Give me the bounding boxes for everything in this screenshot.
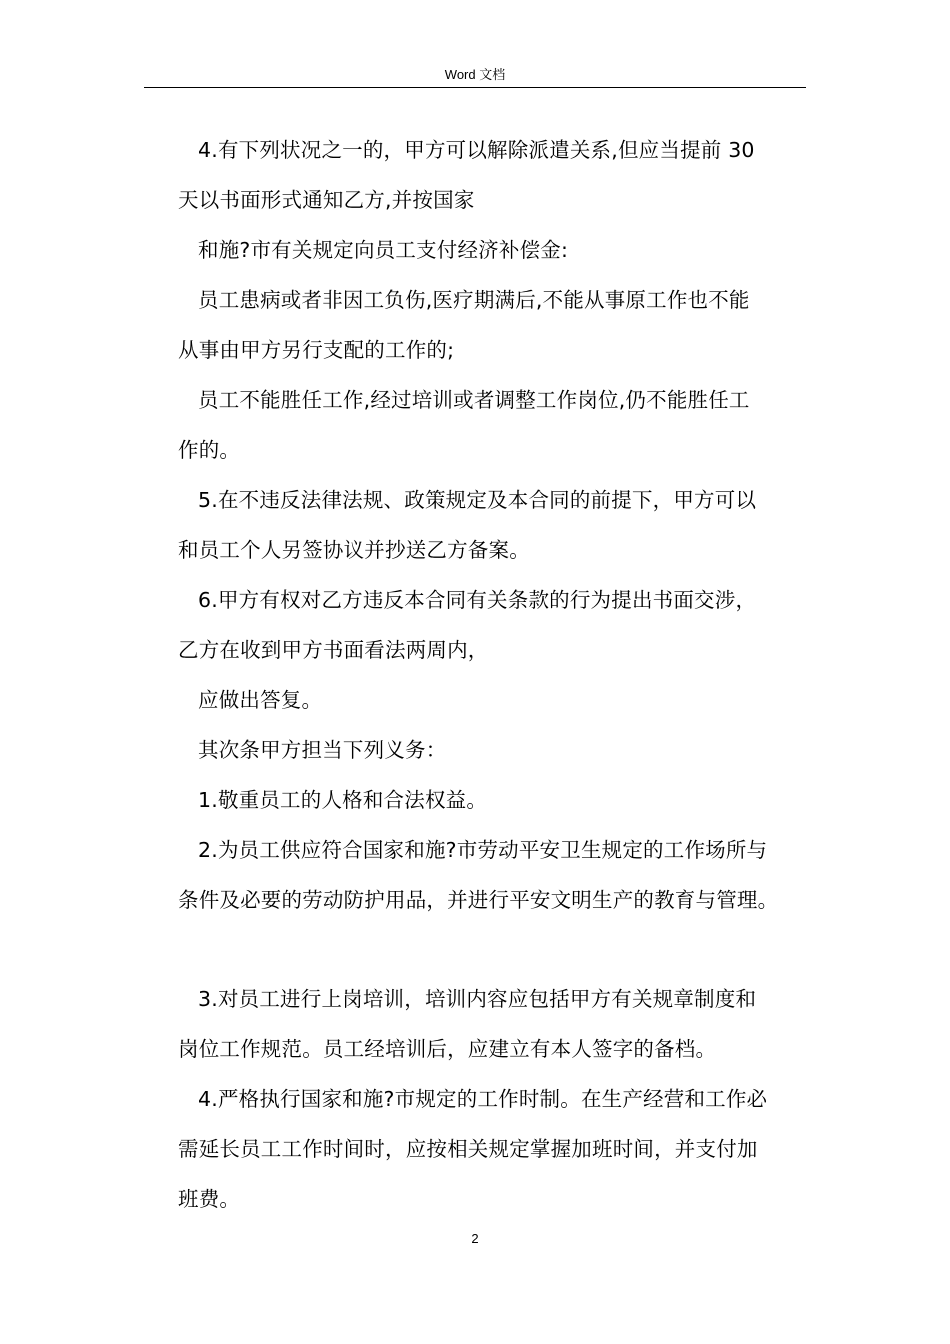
paragraph-line: 应做出答复。 xyxy=(198,688,323,712)
paragraph-line: 6.甲方有权对乙方违反本合同有关条款的行为提出书面交涉， xyxy=(198,588,757,612)
paragraph-line: 员工患病或者非因工负伤,医疗期满后,不能从事原工作也不能 xyxy=(198,288,750,312)
paragraph-line: 员工不能胜任工作,经过培训或者调整工作岗位,仍不能胜任工 xyxy=(198,388,750,412)
paragraph-line: 3.对员工进行上岗培训，培训内容应包括甲方有关规章制度和 xyxy=(198,987,757,1011)
paragraph-line: 其次条甲方担当下列义务： xyxy=(198,738,447,762)
page-number: 2 xyxy=(471,1231,479,1246)
paragraph-line: 从事由甲方另行支配的工作的; xyxy=(178,338,455,362)
header-divider xyxy=(144,87,806,88)
paragraph-line: 和施?市有关规定向员工支付经济补偿金: xyxy=(198,238,569,262)
paragraph-line: 天以书面形式通知乙方,并按国家 xyxy=(178,188,475,212)
paragraph-line: 2.为员工供应符合国家和施?市劳动平安卫生规定的工作场所与 xyxy=(198,838,768,862)
paragraph-line: 4.严格执行国家和施?市规定的工作时制。在生产经营和工作必 xyxy=(198,1087,768,1111)
paragraph-line: 和员工个人另签协议并抄送乙方备案。 xyxy=(178,538,530,562)
paragraph-line: 5.在不违反法律法规、政策规定及本合同的前提下，甲方可以 xyxy=(198,488,757,512)
paragraph-line: 1.敬重员工的人格和合法权益。 xyxy=(198,788,488,812)
paragraph-line: 条件及必要的劳动防护用品，并进行平安文明生产的教育与管理。 xyxy=(178,888,779,912)
paragraph-line: 班费。 xyxy=(178,1187,241,1211)
paragraph-line: 乙方在收到甲方书面看法两周内， xyxy=(178,638,489,662)
paragraph-line: 岗位工作规范。员工经培训后，应建立有本人签字的备档。 xyxy=(178,1037,717,1061)
page-header-title: Word 文档 xyxy=(444,67,506,82)
paragraph-line: 需延长员工工作时间时，应按相关规定掌握加班时间，并支付加 xyxy=(178,1137,758,1161)
paragraph-line: 4.有下列状况之一的，甲方可以解除派遣关系,但应当提前 30 xyxy=(198,138,755,162)
paragraph-line: 作的。 xyxy=(178,438,241,462)
